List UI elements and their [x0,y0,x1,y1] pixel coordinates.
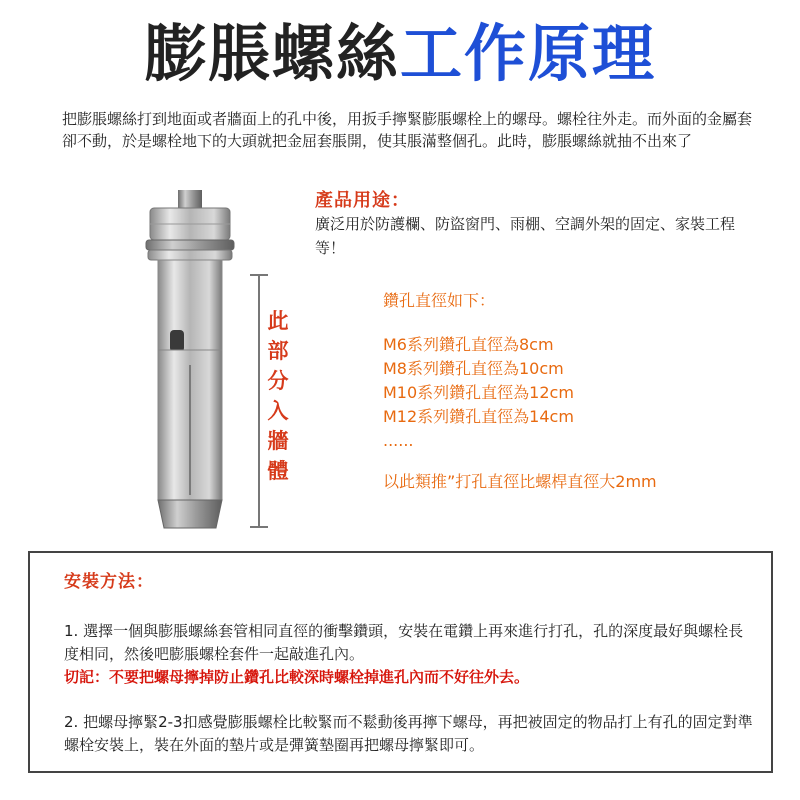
usage-text: 廣泛用於防護欄、防盜窗門、雨棚、空調外架的固定、家裝工程等！ [315,215,736,257]
expansion-bolt-image [140,190,240,540]
page-title [0,14,800,94]
install-instructions-box [28,551,773,773]
drill-row-m6: M6系列鑽孔直徑為8cm [383,335,554,354]
install-step-2: 2. 把螺母擰緊2-3扣感覺膨脹螺栓比較緊而不鬆動後再擰下螺母，再把被固定的物品打上有孔的固定對準螺栓安裝上，裝在外面的墊片或是彈簧墊圈再把螺母擰緊即可。 [64,713,753,754]
drill-row-m8: M8系列鑽孔直徑為10cm [383,359,564,378]
embed-depth-marker [258,274,260,528]
usage-heading: 產品用途： [315,190,410,211]
drill-row-m12: M12系列鑽孔直徑為14cm [383,407,574,426]
drill-spec-block [383,288,773,492]
drill-rule-text: 以此類推”打孔直徑比螺桿直徑大2mm [383,472,657,491]
embed-section-label: 此部分入牆體 [267,309,289,483]
expansion-bolt-illustration [140,190,240,540]
title-part1: 膨脹螺絲 [143,17,400,90]
install-warning: 切記：不要把螺母擰掉防止鑽孔比較深時螺栓掉進孔內而不好往外去。 [64,668,530,686]
install-step-1: 1. 選擇一個與膨脹螺絲套管相同直徑的衝擊鑽頭，安裝在電鑽上再來進行打孔，孔的深度最好與螺栓長度相同，然後吧膨脹螺栓套件一起敲進孔內。 [64,622,744,663]
install-heading: 安裝方法： [64,572,154,592]
title-part2: 工作原理 [400,17,657,90]
drill-row-m10: M10系列鑽孔直徑為12cm [383,383,574,402]
drill-heading: 鑽孔直徑如下： [383,291,496,310]
drill-row-ellipsis: ...... [383,431,414,450]
intro-paragraph: 把膨脹螺絲打到地面或者牆面上的孔中後，用扳手擰緊膨脹螺栓上的螺母。螺栓往外走。而外面的金屬套卻不動，於是螺栓地下的大頭就把金屈套脹開，使其脹滿整個孔。此時，膨脹螺絲就抽不出來了 [62,110,753,150]
